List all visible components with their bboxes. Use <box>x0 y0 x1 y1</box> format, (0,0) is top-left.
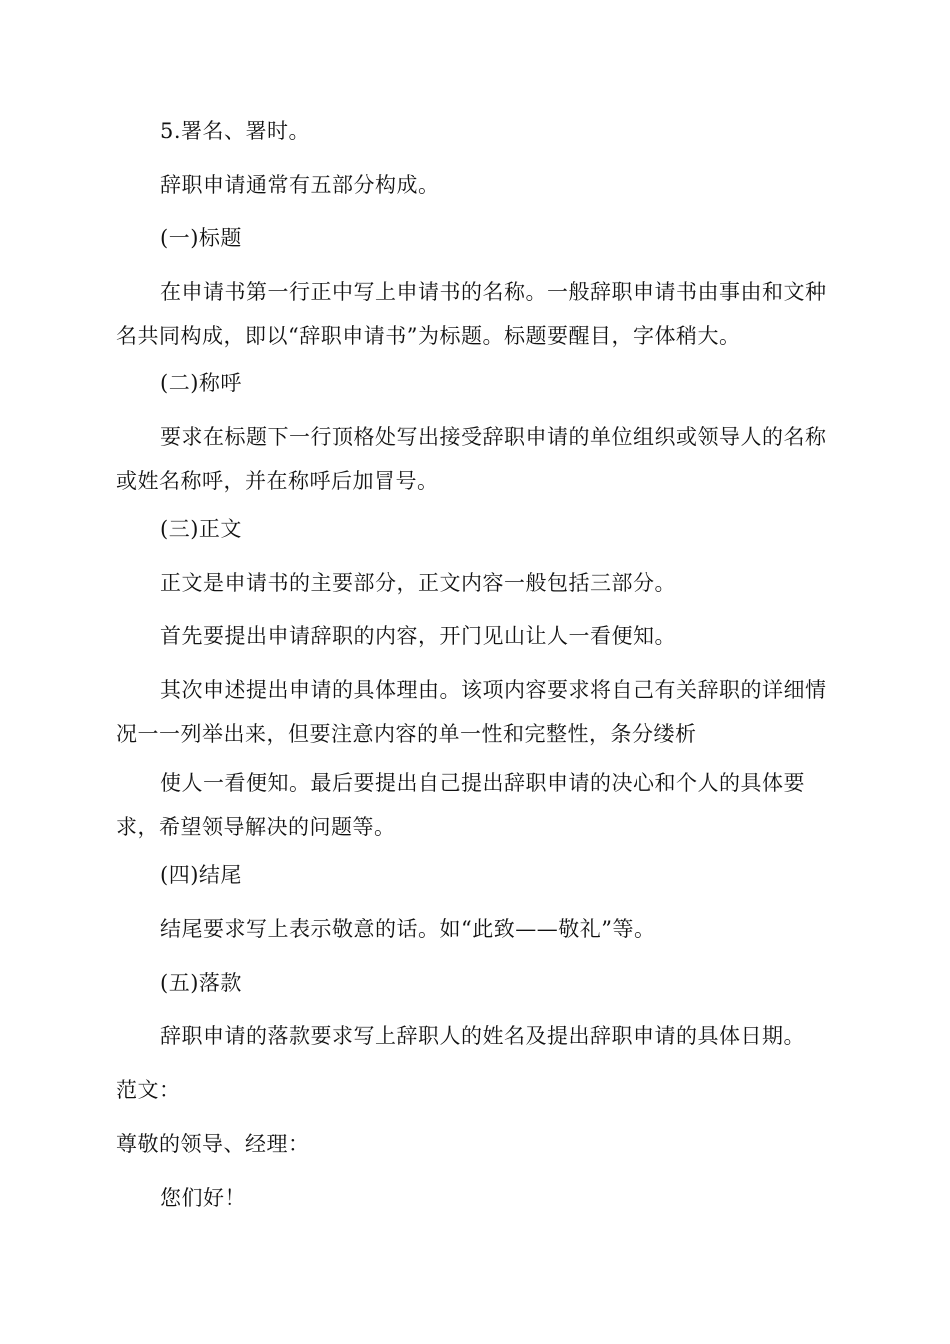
sample-salutation: 尊敬的领导、经理： <box>116 1132 310 1156</box>
paragraph-signoff-description: 辞职申请的落款要求写上辞职人的姓名及提出辞职申请的具体日期。 <box>160 1024 805 1048</box>
heading-salutation-section: (二)称呼 <box>160 371 242 395</box>
sample-greeting: 您们好！ <box>160 1186 246 1210</box>
paragraph-body-second: 其次申述提出申请的具体理由。该项内容要求将自己有关辞职的详细情况一一列举出来，但要注意内容的单一性和完整性，条分缕析 <box>116 678 827 746</box>
paragraph-five-parts: 辞职申请通常有五部分构成。 <box>160 173 440 197</box>
paragraph-body-first: 首先要提出申请辞职的内容，开门见山让人一看便知。 <box>160 624 676 648</box>
paragraph-body-third: 使人一看便知。最后要提出自己提出辞职申请的决心和个人的具体要求，希望领导解决的问题等。 <box>116 771 805 839</box>
heading-body-section: (三)正文 <box>160 517 242 541</box>
heading-closing-section: (四)结尾 <box>160 863 242 887</box>
heading-signoff-section: (五)落款 <box>160 971 242 995</box>
sample-label: 范文： <box>116 1078 181 1102</box>
paragraph-signature-date: 5.署名、署时。 <box>160 119 311 143</box>
paragraph-title-description: 在申请书第一行正中写上申请书的名称。一般辞职申请书由事由和文种名共同构成，即以“辞职申请书”为标题。标题要醒目，字体稍大。 <box>116 280 827 348</box>
paragraph-salutation-description: 要求在标题下一行顶格处写出接受辞职申请的单位组织或领导人的名称或姓名称呼，并在称呼后加冒号。 <box>116 425 827 493</box>
heading-title-section: (一)标题 <box>160 226 242 250</box>
paragraph-body-overview: 正文是申请书的主要部分，正文内容一般包括三部分。 <box>160 571 676 595</box>
paragraph-closing-description: 结尾要求写上表示敬意的话。如“此致——敬礼”等。 <box>160 917 656 941</box>
